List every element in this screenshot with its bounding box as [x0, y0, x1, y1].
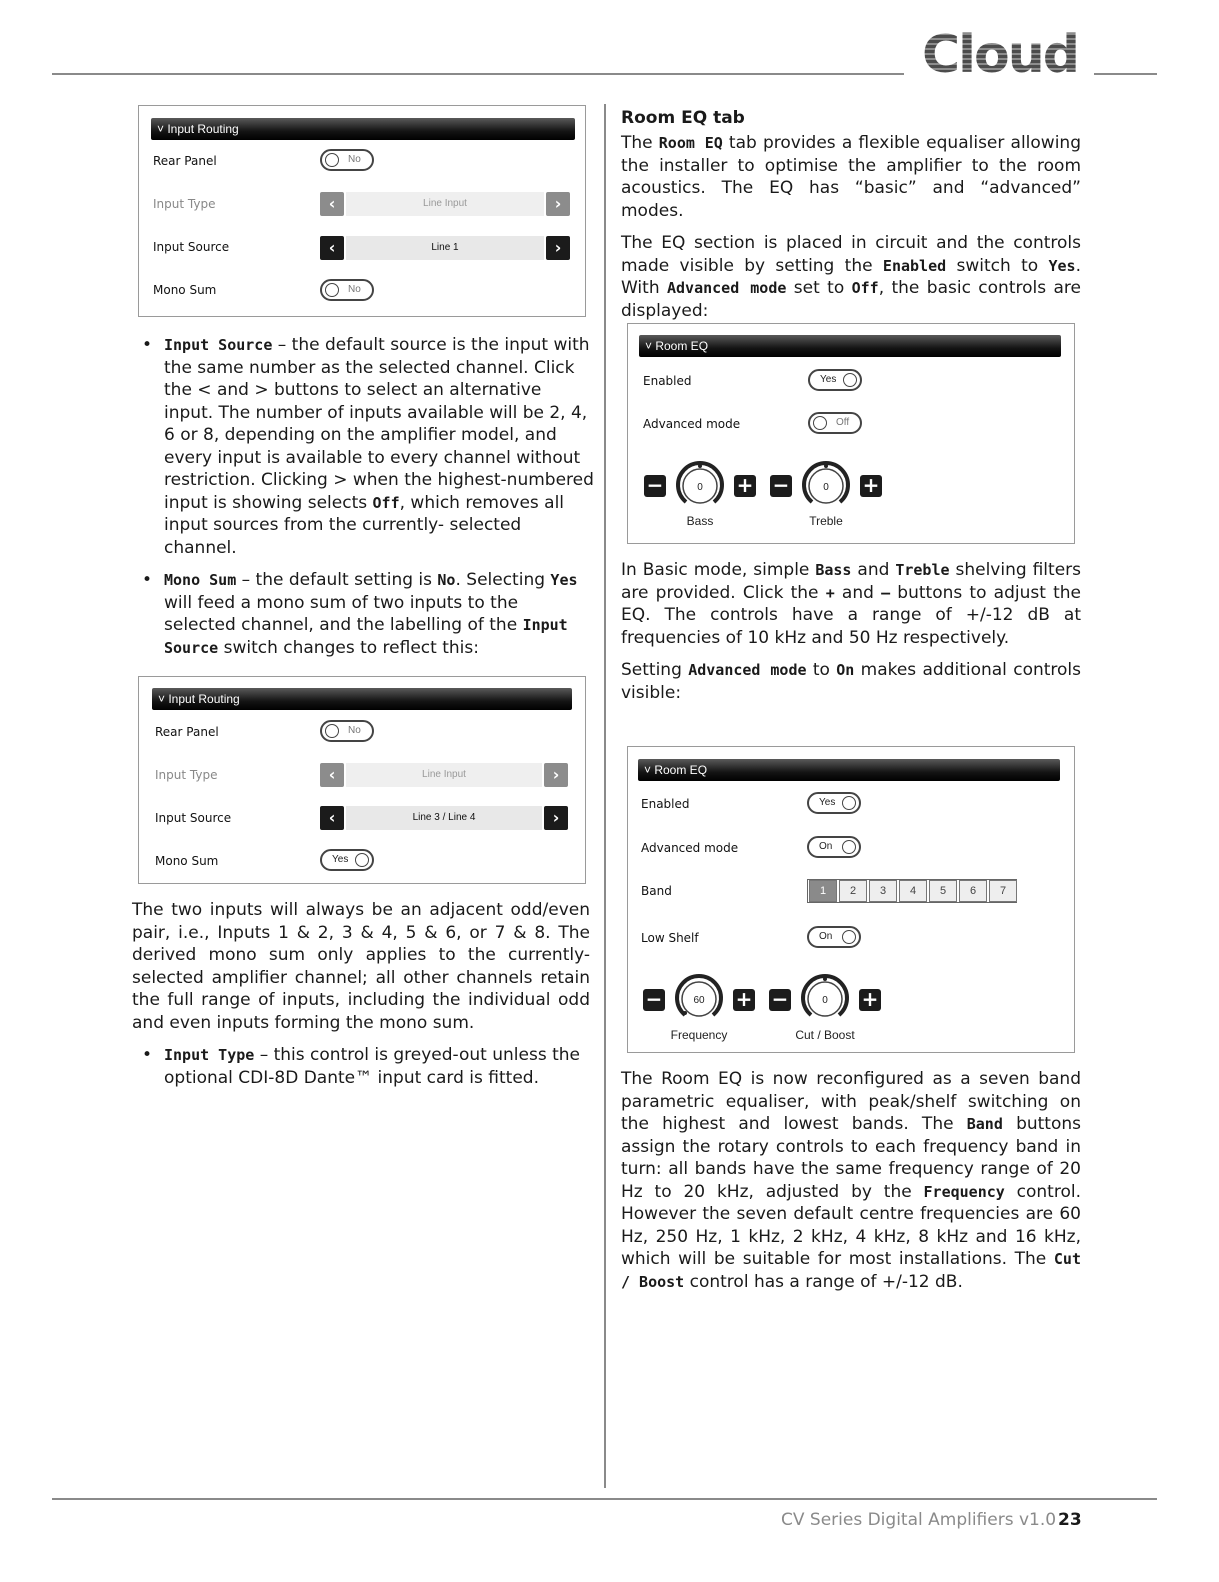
toggle-text: No — [348, 284, 361, 295]
column-divider — [604, 104, 606, 1488]
input-source-value: Line 1 — [346, 236, 544, 260]
room-eq-advanced-panel — [627, 746, 1075, 1053]
toggle-text: Yes — [820, 374, 837, 385]
footer-title: CV Series Digital Amplifiers v1.0 — [781, 1510, 1057, 1530]
toggle-knob — [355, 853, 369, 867]
bass-plus-button[interactable]: + — [734, 475, 756, 497]
input-source-selector — [320, 236, 570, 260]
text: makes additional controls visible: — [621, 660, 1082, 703]
input-routing-panel-2 — [138, 676, 586, 884]
input-type-label: Input Type — [155, 768, 218, 782]
text: to — [806, 660, 837, 680]
bullet-mono-sum — [132, 569, 594, 659]
band-button-5[interactable]: 5 — [929, 880, 957, 902]
frequency-minus-button[interactable]: − — [643, 989, 665, 1011]
section-heading: Room EQ tab — [621, 108, 745, 128]
text: set to — [786, 278, 852, 298]
treble-label: Treble — [809, 514, 843, 528]
prev-arrow-icon[interactable]: ‹ — [320, 192, 344, 216]
code-term: Off — [372, 493, 400, 512]
toggle-knob — [842, 930, 856, 944]
text: tab provides a flexible equaliser allowing the installer to optimise the amplifier to the room acoustics. The EQ has “basic” and “advanced” modes. — [621, 133, 1081, 221]
treble-plus-button[interactable]: + — [860, 475, 882, 497]
bullet-text: – this control is greyed-out unless the optional CDI-8D Dante™ input card is fitted. — [164, 1045, 580, 1088]
header-rule-left — [52, 73, 904, 75]
toggle-text: On — [819, 841, 833, 852]
text: shelving filters are provided. Click the — [621, 560, 1081, 603]
input-source-selector — [320, 806, 568, 830]
bullet-dot: • — [142, 335, 153, 355]
cut-boost-knob[interactable] — [797, 969, 853, 1025]
footer-rule — [52, 1498, 1157, 1500]
band-button-7[interactable]: 7 — [989, 880, 1017, 902]
next-arrow-icon[interactable]: › — [544, 806, 568, 830]
code-term: Enabled — [882, 256, 947, 275]
rear-panel-toggle[interactable] — [320, 149, 374, 171]
bullet-text: – the default setting is — [236, 570, 438, 590]
cloud-logo: Cloud — [922, 30, 1082, 80]
bass-knob-value: 0 — [697, 482, 703, 493]
frequency-label: Frequency — [670, 1028, 728, 1042]
band-button-4[interactable]: 4 — [899, 880, 927, 902]
code-term: On — [836, 661, 855, 679]
toggle-text: Yes — [332, 854, 349, 865]
bullet-dot: • — [142, 1045, 153, 1065]
treble-minus-button[interactable]: − — [770, 475, 792, 497]
input-type-label: Input Type — [153, 197, 216, 211]
text: and — [851, 560, 896, 580]
right-column-bottom — [621, 1068, 1081, 1293]
panel-header[interactable]: ˅ Input Routing — [152, 688, 572, 710]
bass-knob[interactable] — [672, 456, 728, 512]
bullet-text: , which removes all input sources from the currently- selected channel. — [164, 492, 565, 558]
band-label: Band — [641, 884, 672, 898]
input-source-label: Input Source — [153, 240, 230, 254]
cut-boost-knob-value: 0 — [822, 995, 828, 1006]
mono-sum-toggle[interactable] — [320, 279, 374, 301]
text: and — [834, 582, 882, 603]
code-term: Yes — [550, 571, 578, 589]
enabled-label: Enabled — [643, 374, 692, 388]
prev-arrow-icon[interactable]: ‹ — [320, 806, 344, 830]
code-term: Advanced mode — [688, 661, 807, 679]
code-term: Input Type — [164, 1046, 255, 1064]
bullet-input-source — [132, 334, 594, 559]
input-routing-panel-1 — [138, 105, 586, 317]
band-button-2[interactable]: 2 — [839, 880, 867, 902]
toggle-knob — [325, 153, 339, 167]
code-term: + — [825, 583, 835, 602]
advanced-mode-toggle[interactable] — [807, 836, 861, 858]
code-term: No — [437, 571, 456, 589]
band-button-3[interactable]: 3 — [869, 880, 897, 902]
rear-panel-label: Rear Panel — [155, 725, 219, 739]
room-eq-paragraph-4 — [621, 659, 1081, 704]
toggle-knob — [325, 283, 339, 297]
advanced-mode-label: Advanced mode — [641, 841, 739, 855]
input-type-selector — [320, 192, 570, 216]
frequency-plus-button[interactable]: + — [733, 989, 755, 1011]
text: The Room EQ is now reconfigured as a seven band parametric equaliser, with peak/shelf switching on the highest and lowest bands. The — [621, 1069, 1081, 1134]
toggle-knob — [842, 796, 856, 810]
frequency-knob-value: 60 — [693, 995, 705, 1006]
bass-label: Bass — [686, 514, 714, 528]
treble-knob[interactable] — [798, 456, 854, 512]
bullet-text: . Selecting — [455, 570, 551, 590]
toggle-knob — [842, 840, 856, 854]
text: buttons assign the rotary controls to each frequency band in turn: all bands have the same frequency range of 20 Hz to 20 kHz, adjusted by the — [621, 1114, 1081, 1202]
text: The — [621, 133, 659, 153]
panel-header[interactable]: ˅ Room EQ — [639, 335, 1061, 357]
mono-sum-label: Mono Sum — [155, 854, 219, 868]
toggle-knob — [325, 724, 339, 738]
enabled-toggle[interactable] — [807, 792, 861, 814]
code-term: Bass — [815, 561, 852, 579]
panel-header[interactable]: ˅ Input Routing — [151, 118, 575, 140]
code-term: Treble — [895, 561, 950, 579]
panel-header[interactable]: ˅ Room EQ — [638, 759, 1060, 781]
rear-panel-toggle[interactable] — [320, 720, 374, 742]
toggle-knob — [843, 373, 857, 387]
cut-boost-plus-button[interactable]: + — [859, 989, 881, 1011]
text: control has a range of +/-12 dB. — [684, 1271, 963, 1292]
next-arrow-icon[interactable]: › — [544, 763, 568, 787]
right-column-top — [621, 108, 1081, 322]
code-term: Advanced mode — [667, 279, 787, 297]
code-term: Mono Sum — [164, 571, 237, 589]
band-selector — [807, 879, 1017, 903]
toggle-text: Yes — [819, 797, 836, 808]
rear-panel-label: Rear Panel — [153, 154, 217, 168]
advanced-mode-label: Advanced mode — [643, 417, 741, 431]
text: control. However the seven default centre frequencies are 60 Hz, 250 Hz, 1 kHz, 2 kHz, 4 kHz, 8 kHz and 16 kHz, which will be suitable for most installations. The — [621, 1181, 1081, 1269]
input-type-value: Line Input — [346, 192, 544, 216]
enabled-label: Enabled — [641, 797, 690, 811]
input-source-label: Input Source — [155, 811, 232, 825]
text: The EQ section is placed in circuit and the controls made visible by setting the — [621, 233, 1081, 276]
bass-minus-button[interactable]: − — [644, 475, 666, 497]
text: Setting — [621, 660, 689, 680]
bullet-text: – the default source is the input with the same number as the selected channel. Click the < and > buttons to select an alternative input. The number of inputs available will be 2, 4, 6 or 8, depending on the amplifier model, and every input is available to every channel without restriction. Clicking > when the highest-numbered input is showing selects — [164, 335, 594, 513]
input-type-selector — [320, 763, 568, 787]
code-term: Room EQ — [658, 134, 723, 152]
mono-sum-label: Mono Sum — [153, 283, 217, 297]
code-term: Input Source — [164, 336, 273, 354]
toggle-text: No — [348, 154, 361, 165]
text: , the basic controls are displayed: — [621, 278, 1081, 321]
cut-boost-label: Cut / Boost — [795, 1028, 855, 1042]
next-arrow-icon[interactable]: › — [546, 236, 570, 260]
text: In Basic mode, simple — [621, 560, 816, 580]
room-eq-paragraph-1 — [621, 132, 1081, 222]
code-term: Yes — [1048, 256, 1076, 275]
toggle-text: No — [348, 725, 361, 736]
input-type-value: Line Input — [346, 763, 542, 787]
room-eq-paragraph-3 — [621, 559, 1081, 649]
toggle-text: On — [819, 931, 833, 942]
code-term: Band — [966, 1115, 1003, 1133]
text: switch to — [946, 255, 1049, 276]
room-eq-paragraph-2 — [621, 232, 1081, 322]
enabled-toggle[interactable] — [808, 369, 862, 391]
input-source-value: Line 3 / Line 4 — [346, 806, 542, 830]
bullet-text: switch changes to reflect this: — [218, 637, 479, 658]
code-term: Cut / Boost — [621, 1250, 1081, 1291]
toggle-knob — [813, 416, 827, 430]
text: buttons to adjust the EQ. The controls have a range of +/-12 dB at frequencies of 10 kHz and 50 Hz respectively. — [621, 582, 1081, 648]
mono-sum-paragraph: The two inputs will always be an adjacent odd/even pair, i.e., Inputs 1 & 2, 3 & 4, 5 & 6, or 7 & 8. The derived mono sum only applies to the currently-selected amplifier channel; all other channels retain the full range of inputs, including the individual odd and even inputs forming the mono sum. — [132, 900, 590, 1033]
bullet-dot: • — [142, 570, 153, 590]
text: . With — [621, 255, 1081, 298]
low-shelf-toggle[interactable] — [807, 926, 861, 948]
prev-arrow-icon[interactable]: ‹ — [320, 236, 344, 260]
frequency-knob[interactable] — [671, 969, 727, 1025]
code-term: – — [881, 583, 891, 602]
left-lower-text — [132, 899, 590, 1089]
bullet-input-type — [132, 1044, 590, 1089]
next-arrow-icon[interactable]: › — [546, 192, 570, 216]
treble-knob-value: 0 — [823, 482, 829, 493]
band-button-1[interactable]: 1 — [809, 880, 837, 902]
low-shelf-label: Low Shelf — [641, 931, 699, 945]
advanced-mode-toggle[interactable] — [808, 412, 862, 434]
code-term: Off — [851, 279, 879, 297]
code-term: Input Source — [164, 616, 568, 657]
cut-boost-minus-button[interactable]: − — [769, 989, 791, 1011]
header-rule-right — [1094, 73, 1157, 75]
room-eq-paragraph-5 — [621, 1068, 1081, 1293]
mono-sum-toggle[interactable] — [320, 849, 374, 871]
prev-arrow-icon[interactable]: ‹ — [320, 763, 344, 787]
room-eq-basic-panel — [627, 323, 1075, 544]
page-number: 23 — [1058, 1510, 1082, 1530]
bullet-text: will feed a mono sum of two inputs to the selected channel, and the labelling of the — [164, 592, 523, 635]
toggle-text: Off — [836, 417, 850, 428]
right-column-middle — [621, 559, 1081, 704]
band-button-6[interactable]: 6 — [959, 880, 987, 902]
left-bullets — [132, 334, 594, 659]
code-term: Frequency — [923, 1182, 1005, 1201]
